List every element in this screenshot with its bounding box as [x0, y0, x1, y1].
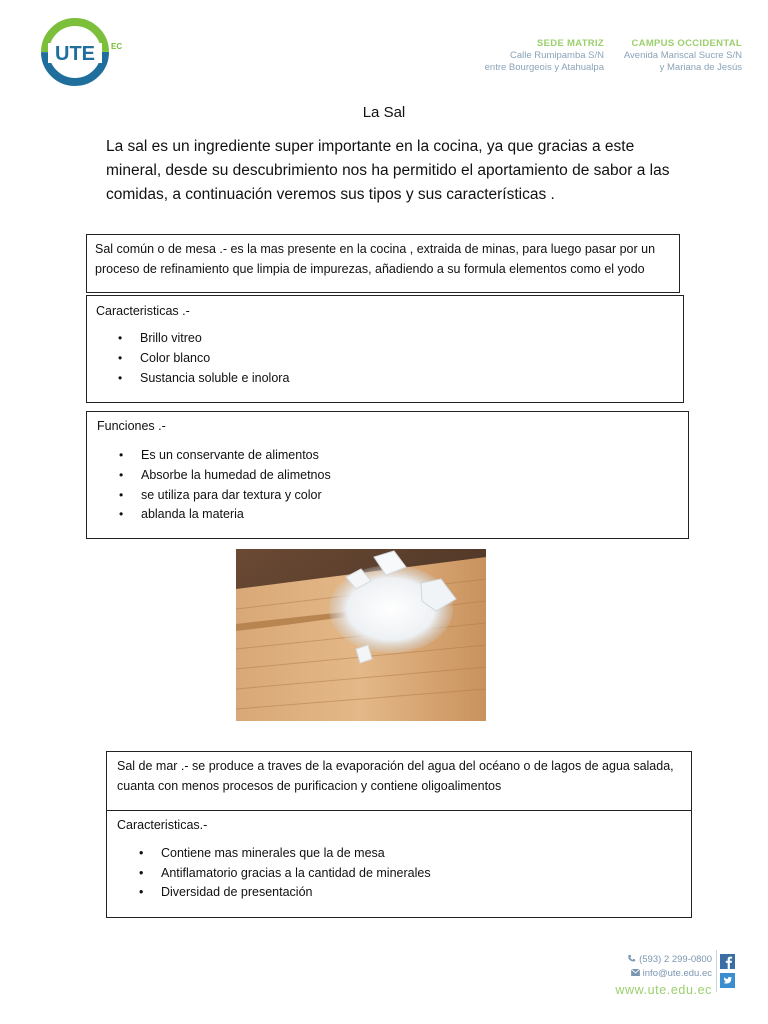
ute-logo	[40, 17, 110, 87]
facebook-icon[interactable]	[720, 954, 735, 969]
characteristics-heading: Caracteristicas .-	[96, 304, 190, 318]
list-item: • Contiene mas minerales que la de mesa	[161, 844, 681, 864]
phone-icon	[627, 954, 636, 963]
document-title: La Sal	[362, 104, 406, 121]
mail-icon	[631, 969, 640, 976]
list-item: • Es un conservante de alimentos	[141, 446, 678, 466]
campus-line-2: y Mariana de Jesús	[659, 62, 742, 73]
sede-line-1: Calle Rumipamba S/N	[510, 50, 604, 61]
table-salt-description: Sal común o de mesa .- es la mas presente en la cocina , extraida de minas, para luego pasar por un proceso de refinamiento que limpia de impurezas, añadiendo a su formula elementos como el yodo	[95, 242, 656, 276]
sea-salt-description: Sal de mar .- se produce a traves de la evaporación del agua del océano o de lagos de agua salada, cuanta con menos procesos de purificacion y contiene oligoalimentos	[117, 759, 674, 793]
sea-salt-description-row	[107, 752, 691, 811]
footer-phone	[615, 953, 712, 967]
sea-salt-characteristics-row	[107, 811, 691, 917]
list-item: • Antiflamatorio gracias a la cantidad de minerales	[161, 864, 681, 884]
sea-salt-table	[106, 751, 692, 918]
sea-salt-characteristics-heading: Caracteristicas.-	[117, 818, 208, 832]
list-item: • Diversidad de presentación	[161, 883, 681, 903]
phone-number[interactable]: (593) 2 299-0800	[639, 954, 712, 965]
table-salt-description-box	[86, 234, 680, 293]
list-item: • se utiliza para dar textura y color	[141, 486, 678, 506]
salt-photo	[236, 549, 486, 721]
list-item: • ablanda la materia	[141, 505, 678, 525]
campus-line-1: Avenida Mariscal Sucre S/N	[623, 50, 742, 61]
sede-line-2: entre Bourgeois y Atahualpa	[484, 62, 604, 73]
list-item: • Color blanco	[140, 349, 674, 369]
list-item: • Brillo vitreo	[140, 329, 674, 349]
table-salt-characteristics-box	[86, 295, 684, 403]
table-salt-functions-box	[86, 411, 689, 539]
list-item: • Absorbe la humedad de alimetnos	[141, 466, 678, 486]
functions-list	[97, 446, 678, 525]
functions-heading: Funciones .-	[97, 419, 166, 433]
sea-salt-characteristics-list	[117, 844, 681, 903]
twitter-icon[interactable]	[720, 973, 735, 988]
address-campus-occidental	[624, 38, 742, 74]
footer-email	[615, 967, 712, 981]
intro-paragraph: La sal es un ingrediente super importante en la cocina, ya que gracias a este mineral, desde su descubrimiento nos ha permitido el aportamiento de sabor a las comidas, a continuación veremos sus tipos y sus características .	[106, 138, 670, 203]
campus-title: CAMPUS OCCIDENTAL	[631, 38, 742, 49]
logo-suffix: EC	[111, 42, 123, 51]
email-address[interactable]: info@ute.edu.ec	[642, 967, 712, 979]
footer-contact	[615, 953, 712, 999]
footer-divider	[716, 950, 717, 992]
sede-title: SEDE MATRIZ	[537, 38, 604, 49]
address-sede-matriz	[485, 38, 604, 74]
characteristics-list	[96, 329, 674, 388]
footer-website[interactable]: www.ute.edu.ec	[615, 983, 712, 997]
logo-text: UTE	[55, 43, 95, 65]
list-item: • Sustancia soluble e inolora	[140, 369, 674, 389]
